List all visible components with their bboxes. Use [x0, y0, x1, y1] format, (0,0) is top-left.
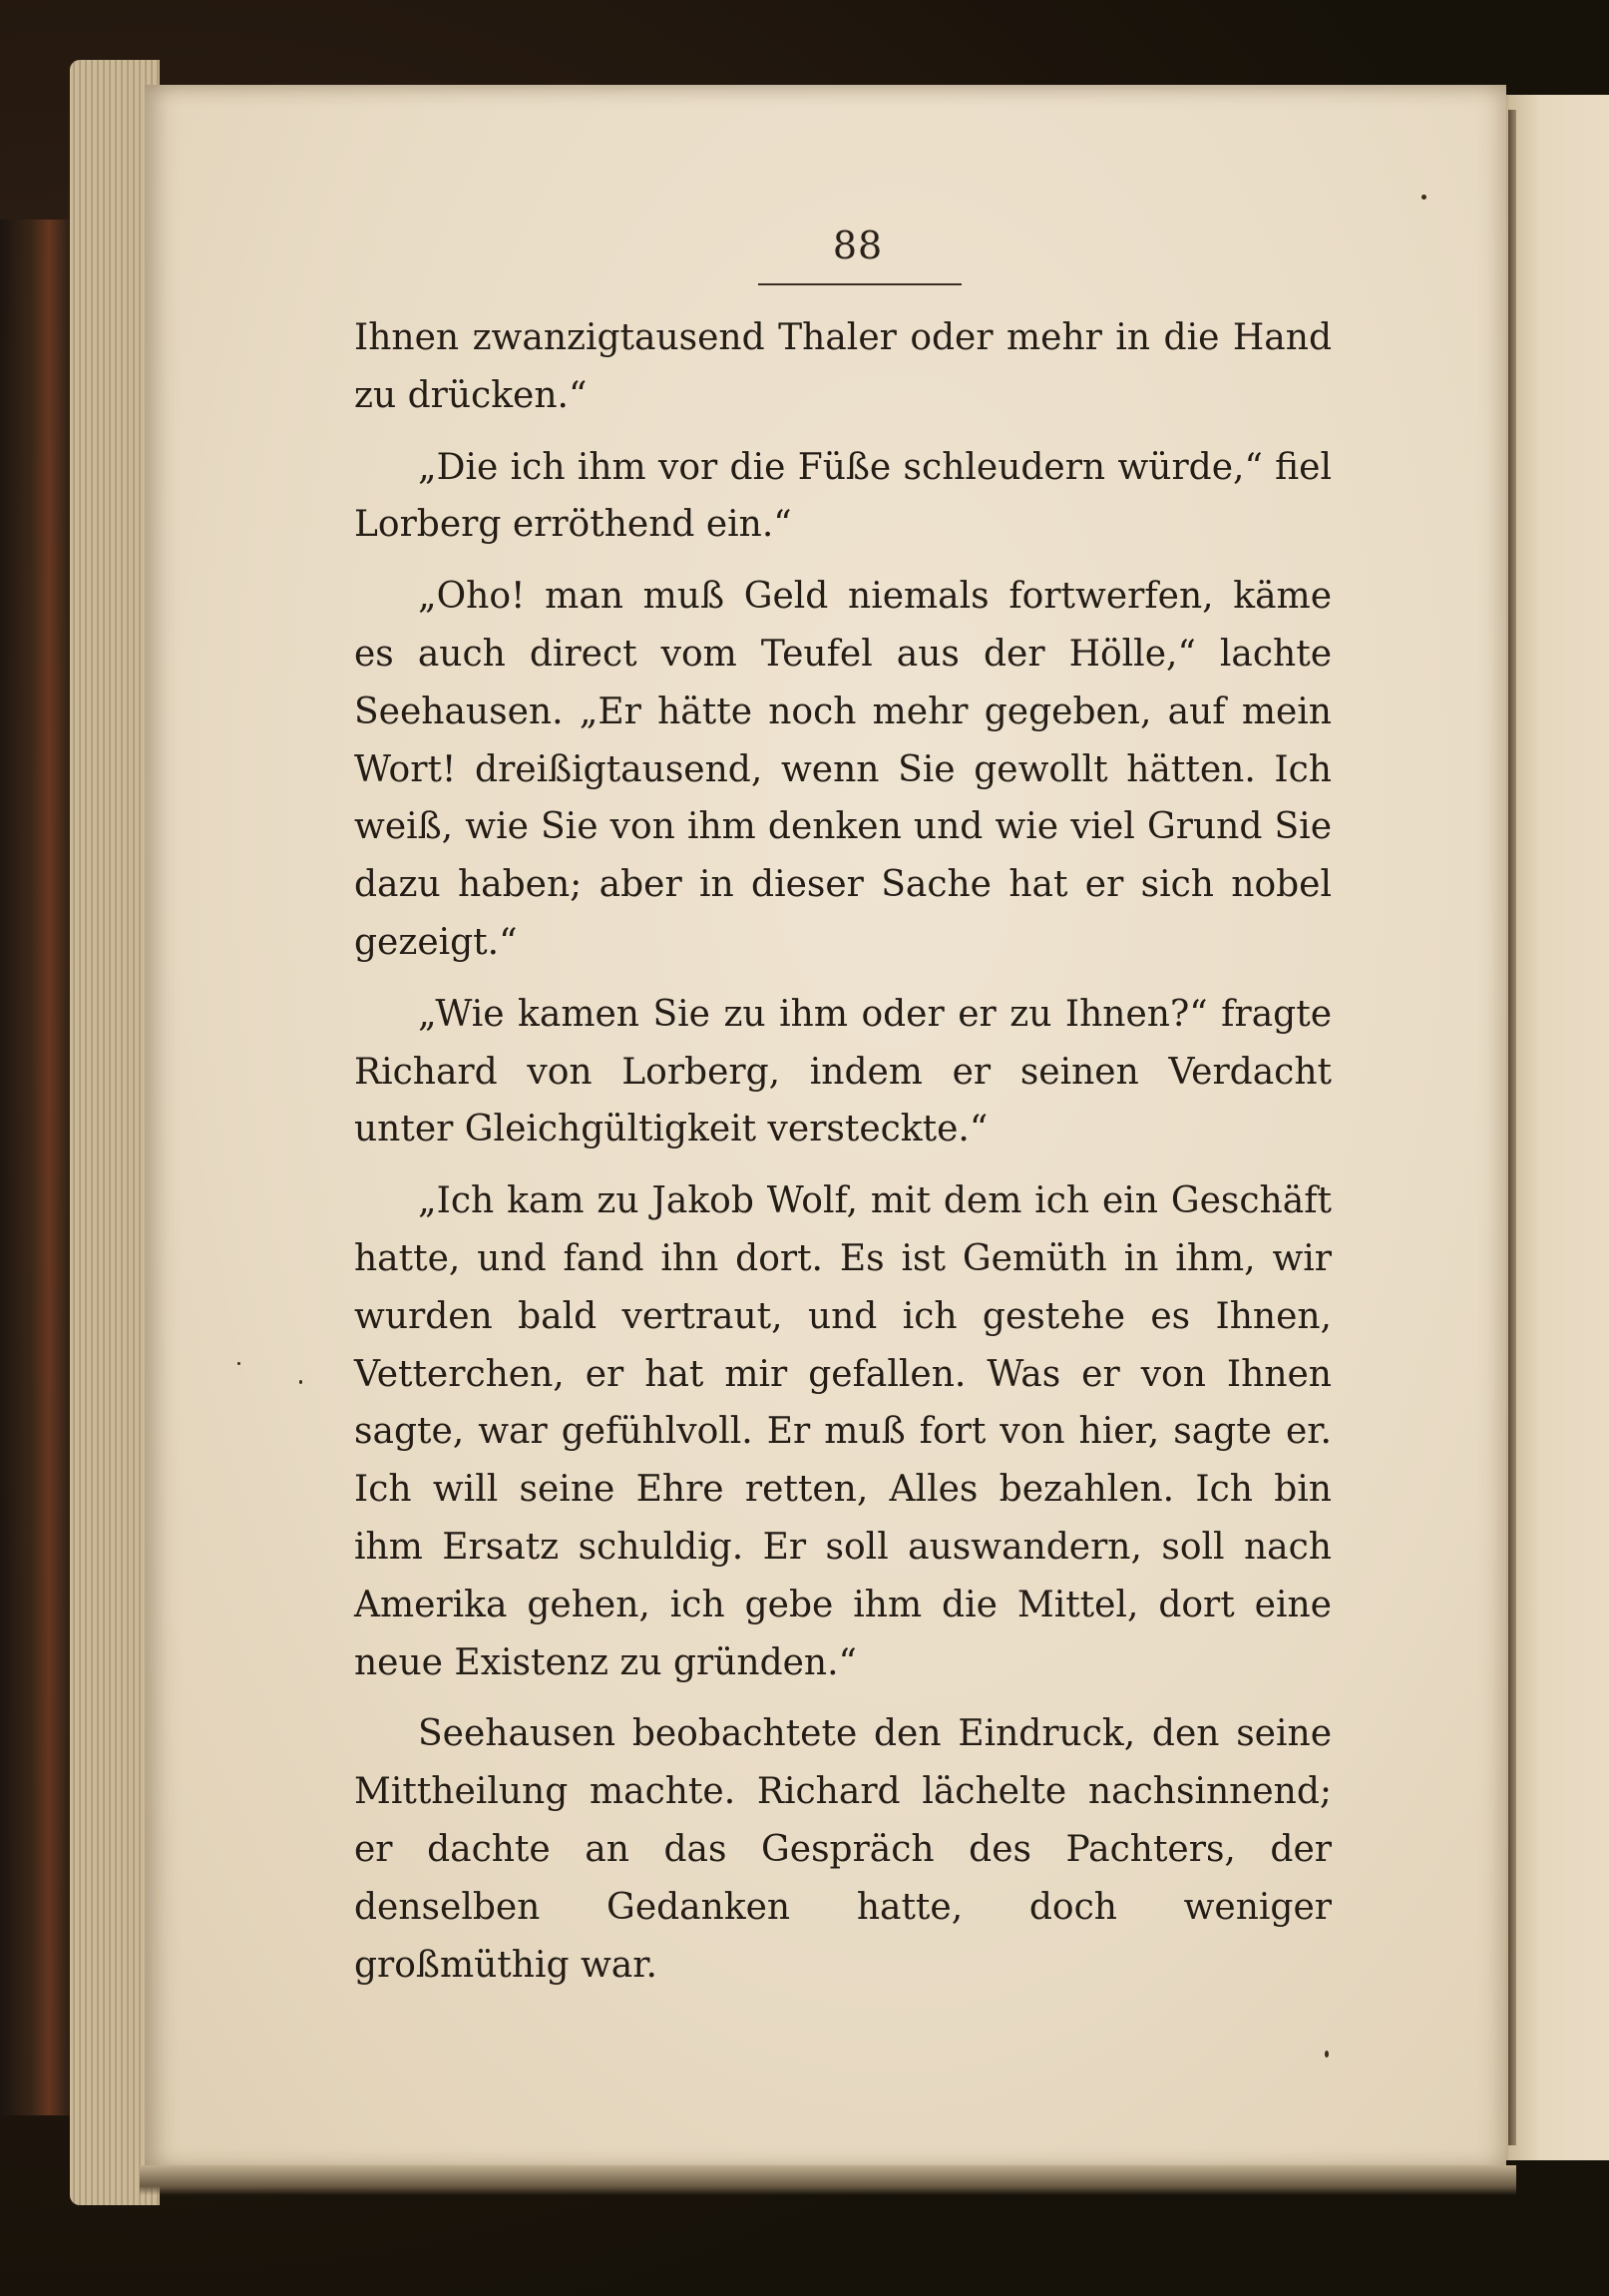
paper-speck — [237, 1362, 240, 1365]
paper-speck — [299, 1380, 302, 1384]
body-text — [354, 309, 1332, 2008]
paragraph-3: „Oho! man muß Geld niemals fortwerfen, käme es auch direct vom Teufel aus der Hölle,“ lachte Seehausen. „Er hätte noch mehr gegeben, auf mein Wort! dreißigtausend, wenn Sie gewollt hätten. Ich weiß, wie Sie von ihm denken und wie viel Grund Sie dazu haben; aber in dieser Sache hat er sich nobel gezeigt.“ — [354, 576, 1332, 963]
paragraph-5: „Ich kam zu Jakob Wolf, mit dem ich ein Geschäft hatte, und fand ihn dort. Es ist Gemüth in ihm, wir wurden bald vertraut, und ich gestehe es Ihnen, Vetterchen, er hat mir gefallen. Was er von Ihnen sagte, war gefühlvoll. Er muß fort von hier, sagte er. Ich will seine Ehre retten, Alles bezahlen. Ich bin ihm Ersatz schuldig. Er soll auswandern, soll nach Amerika gehen, ich gebe ihm die Mittel, dort eine neue Existenz zu gründen.“ — [354, 1180, 1332, 1683]
header-rule — [758, 283, 962, 285]
paragraph-2: „Die ich ihm vor die Füße schleudern würde,“ fiel Lorberg erröthend ein.“ — [354, 446, 1332, 546]
paper-speck — [1325, 2051, 1329, 2058]
paragraph-1: Ihnen zwanzigtausend Thaler oder mehr in die Hand zu drücken.“ — [354, 317, 1332, 416]
paper-speck — [1421, 195, 1426, 200]
gutter-shadow — [1508, 110, 1516, 2145]
paragraph-4: „Wie kamen Sie zu ihm oder er zu Ihnen?“ fragte Richard von Lorberg, indem er seinen Verdacht unter Gleichgültigkeit versteckte.“ — [354, 993, 1332, 1150]
page-bottom-edge — [140, 2165, 1516, 2195]
page-number: 88 — [832, 224, 884, 267]
paragraph-6: Seehausen beobachtete den Eindruck, den seine Mittheilung machte. Richard lächelte nachsinnend; er dachte an das Gespräch des Pachters, der denselben Gedanken hatte, doch weniger großmüthig war. — [354, 1713, 1332, 1986]
book-spine-edge — [0, 220, 70, 2115]
